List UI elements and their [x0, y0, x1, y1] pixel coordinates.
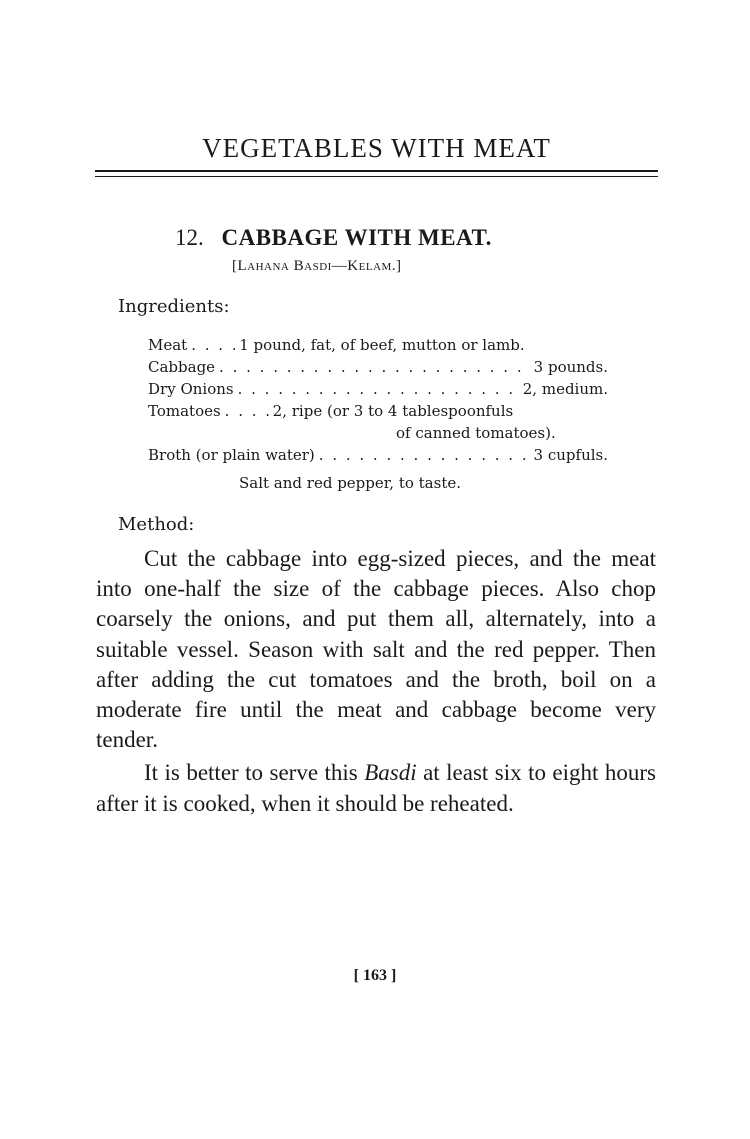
ingredient-amount: 3 pounds. [533, 358, 608, 376]
ingredient-name: Cabbage [148, 358, 216, 376]
page-number: [ 163 ] [353, 967, 397, 984]
leader-dots [319, 444, 530, 466]
ingredient-name: Broth (or plain water) [148, 446, 315, 464]
method-label: Method: [118, 514, 195, 535]
ingredient-row [148, 356, 608, 378]
leader-dots [225, 400, 269, 422]
ingredient-row [148, 400, 608, 422]
method-text-run: It is better to serve this [144, 760, 365, 786]
ingredient-name: Dry Onions [148, 380, 234, 398]
ingredients-label: Ingredients: [118, 296, 230, 317]
dish-name-italic: Basdi [364, 760, 417, 786]
running-head: VEGETABLES WITH MEAT [202, 133, 551, 163]
method-paragraph: Cut the cabbage into egg-sized pieces, and the meat into one-half the size of the cabbage pieces. Also chop coarsely the onions, and put them all, alternately, into a suitable vessel. Season with salt and the red pepper. Then after adding the cut tomatoes and the broth, boil on a moderate fire until the meat and cabbage become very tender. [96, 546, 656, 753]
method-paragraph [96, 758, 656, 818]
ingredients-list [148, 334, 608, 496]
recipe-number: 12. [175, 225, 204, 250]
ingredient-row [148, 334, 608, 356]
ingredient-amount: 1 pound, fat, of beef, mutton or lamb. [239, 336, 525, 354]
header-rule-thin [95, 176, 658, 177]
leader-dots [238, 378, 519, 400]
ingredient-name: Tomatoes [148, 402, 221, 420]
ingredient-name: Meat [148, 336, 188, 354]
header-rule-thick [95, 170, 658, 172]
recipe-subtitle: [Lahana Basdi—Kelam.] [232, 258, 402, 274]
recipe-title [175, 224, 492, 252]
seasoning-line: Salt and red pepper, to taste. [239, 474, 461, 492]
leader-dots [219, 356, 530, 378]
leader-dots [191, 334, 235, 356]
method-text [96, 544, 656, 822]
method-text-run: at least six to eight hours after it is cooked, when it should be reheated. [96, 760, 656, 816]
ingredient-amount: 3 cupfuls. [533, 446, 608, 464]
ingredient-continuation: of canned tomatoes). [396, 424, 556, 442]
ingredient-row [148, 378, 608, 400]
ingredient-amount: 2, medium. [522, 380, 608, 398]
recipe-name: CABBAGE WITH MEAT. [221, 225, 492, 250]
ingredient-amount: 2, ripe (or 3 to 4 tablespoonfuls [272, 402, 514, 420]
ingredient-row [148, 444, 608, 466]
